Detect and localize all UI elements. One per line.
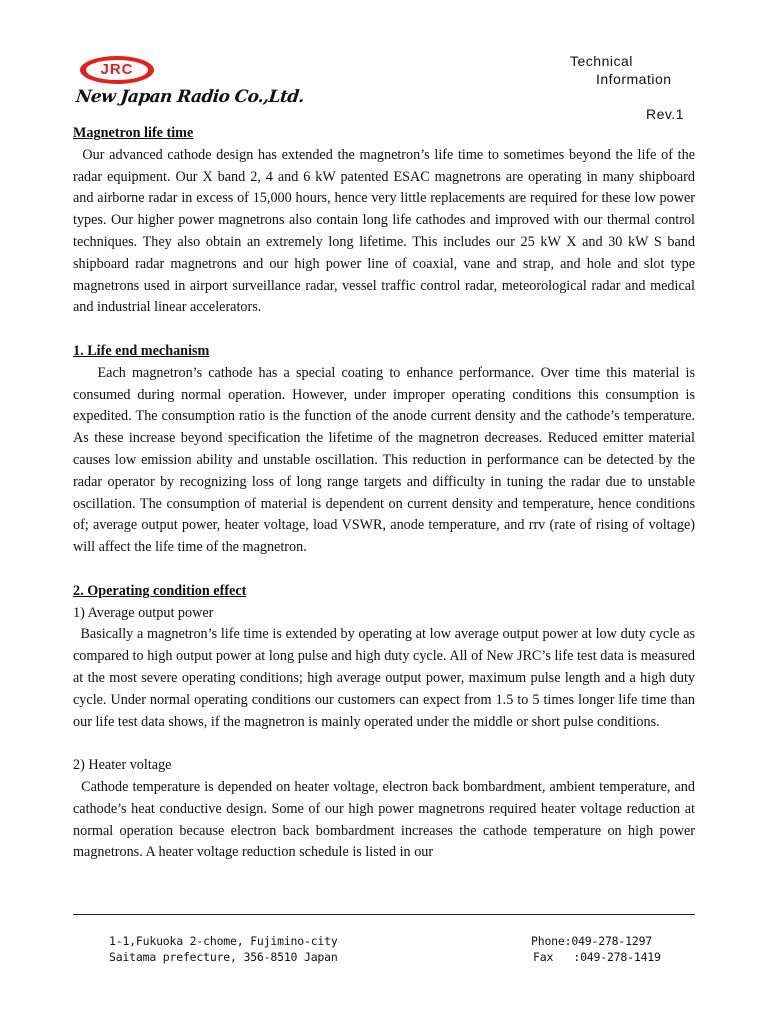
header-information: Information: [596, 71, 672, 87]
header-technical: Technical: [570, 53, 633, 69]
footer-fax: Fax :049-278-1419: [533, 950, 661, 964]
footer-phone: Phone:049-278-1297: [531, 934, 653, 948]
avg-power-title: 1) Average output power: [73, 604, 214, 621]
footer-address-line2: Saitama prefecture, 356-8510 Japan: [109, 950, 338, 964]
company-name: New Japan Radio Co.,Ltd.: [74, 87, 305, 107]
footer-address-line1: 1-1,Fukuoka 2-chome, Fujimino-city: [109, 934, 338, 948]
intro-paragraph: Our advanced cathode design has extended the magnetron’s life time to sometimes beyond the life of the radar equipment. Our X band 2, 4 and 6 kW patented ESAC magnetrons are operating in many shipboard and airborne radar in excess of 15,000 hours, hence very little replacements are required for these low power types. Our higher power magnetrons also contain long life cathodes and improved with our thermal control techniques. They also obtain an extremely long lifetime. This includes our 25 kW X and 30 kW S band shipboard radar magnetrons and our high power line of coaxial, vane and strap, and hole and slot type magnetrons used in airport surveillance radar, vessel traffic control radar, meteorological radar and medical and industrial linear accelerators.: [73, 146, 695, 316]
operating-title: 2. Operating condition effect: [73, 582, 247, 599]
life-end-paragraph: Each magnetron’s cathode has a special coating to enhance performance. Over time this material is consumed during normal operation. However, under improper operating conditions this consumption is expedited. The consumption ratio is the function of the anode current density and the cathode’s temperature. As these increase beyond specification the lifetime of the magnetron decreases. Reduced emitter material causes low emission ability and unstable oscillation. This reduction in performance can be detected by the radar operator by recognizing loss of long range targets and difficulty in tuning the radar due to unstable oscillation. The consumption of material is dependent on current density and temperature, hence conditions of; average output power, heater voltage, load VSWR, anode temperature, and rrv (rate of rising of voltage) will affect the life time of the magnetron.: [73, 364, 695, 556]
avg-power-paragraph: Basically a magnetron’s life time is extended by operating at low average output power at low duty cycle as compared to high output power at long pulse and high duty cycle. All of New JRC’s life test data is measured at the most severe operating conditions; high average output power, maximum pulse length and a high duty cycle. Under normal operating conditions our customers can expect from 1.5 to 5 times longer life time than our life test data shows, if the magnetron is mainly operated under the middle or short pulse conditions.: [73, 626, 696, 730]
document-body: [73, 123, 695, 864]
intro-title: Magnetron life time: [73, 125, 194, 141]
logo-text: JRC: [100, 61, 134, 78]
footer-divider: [73, 914, 695, 915]
revision-label: Rev.1: [646, 106, 685, 122]
life-end-title: 1. Life end mechanism: [73, 342, 210, 359]
heater-title: 2) Heater voltage: [73, 757, 172, 774]
heater-paragraph: Cathode temperature is depended on heater voltage, electron back bombardment, ambient temperature, and cathode’s heat conductive design. Some of our high power magnetrons required heater voltage reduction at normal operation because electron back bombardment increases the cathode temperature on high power magnetrons. A heater voltage reduction schedule is listed in our: [73, 778, 695, 861]
